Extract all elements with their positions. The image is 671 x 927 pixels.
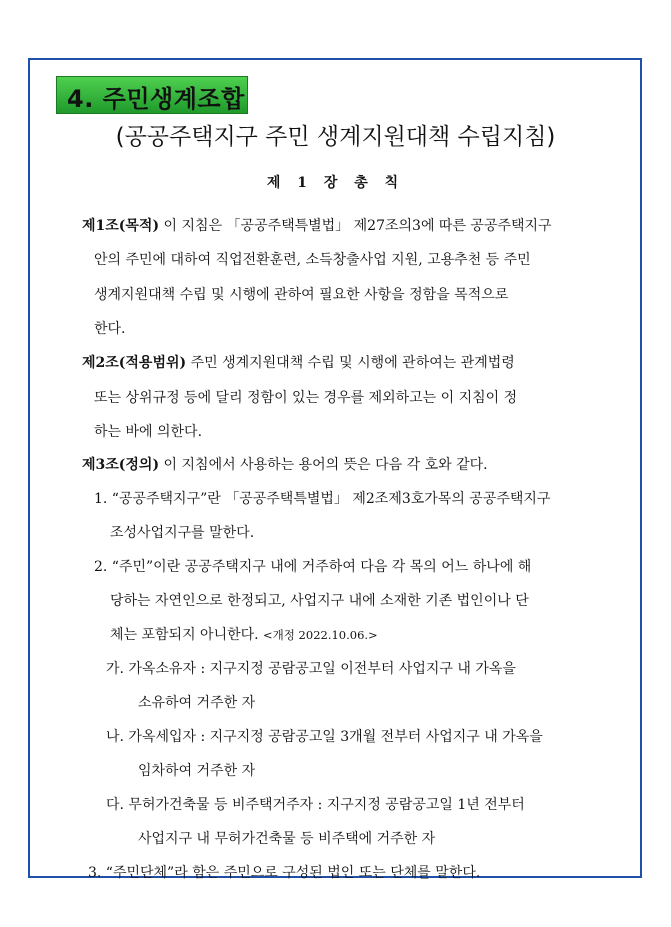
item-2-line-1: 2. “주민”이란 공공주택지구 내에 거주하여 다음 각 목의 어느 하나에 해 bbox=[94, 559, 532, 575]
item-2-text: 체는 포함되지 아니한다. bbox=[110, 627, 259, 643]
subitem-ga-line-2: 소유하여 거주한 자 bbox=[138, 695, 256, 711]
article-1-line-3: 생계지원대책 수립 및 시행에 관하여 필요한 사항을 정함을 목적으로 bbox=[94, 287, 509, 303]
article-1-line-1 bbox=[82, 216, 552, 236]
item-3-line-1: 3. “주민단체”라 함은 주민으로 구성된 법인 또는 단체를 말한다. bbox=[88, 865, 481, 881]
article-1-line-4: 한다. bbox=[94, 321, 126, 337]
subitem-na-line-2: 임차하여 거주한 자 bbox=[138, 763, 256, 779]
subitem-da-line-2: 사업지구 내 무허가건축물 등 비주택에 거주한 자 bbox=[138, 831, 436, 847]
article-2-text: 주민 생계지원대책 수립 및 시행에 관하여는 관계법령 bbox=[186, 355, 515, 371]
item-1-line-2: 조성사업지구를 말한다. bbox=[110, 525, 255, 541]
article-1-heading: 제1조(목적) bbox=[82, 218, 160, 234]
article-2-line-3: 하는 바에 의한다. bbox=[94, 424, 203, 440]
article-1-text: 이 지침은 「공공주택특별법」 제27조의3에 따른 공공주택지구 bbox=[159, 218, 552, 234]
subitem-ga-line-1: 가. 가옥소유자 : 지구지정 공람공고일 이전부터 사업지구 내 가옥을 bbox=[106, 661, 516, 677]
subitem-na-line-1: 나. 가옥세입자 : 지구지정 공람공고일 3개월 전부터 사업지구 내 가옥을 bbox=[106, 729, 543, 745]
document-subtitle: (공공주택지구 주민 생계지원대책 수립지침) bbox=[115, 124, 556, 150]
section-header-badge bbox=[56, 76, 248, 114]
article-3-heading: 제3조(정의) bbox=[82, 457, 160, 473]
article-3-line-1 bbox=[82, 455, 488, 475]
article-1-line-2: 안의 주민에 대하여 직업전환훈련, 소득창출사업 지원, 고용추천 등 주민 bbox=[94, 252, 531, 268]
article-2-heading: 제2조(적용범위) bbox=[82, 355, 187, 371]
article-3-text: 이 지침에서 사용하는 용어의 뜻은 다음 각 호와 같다. bbox=[159, 457, 488, 473]
section-title: 4. 주민생계조합 bbox=[67, 85, 245, 113]
amendment-note: <개정 2022.10.06.> bbox=[263, 628, 378, 642]
item-1-line-1: 1. “공공주택지구”란 「공공주택특별법」 제2조제3호가목의 공공주택지구 bbox=[94, 491, 551, 507]
chapter-heading: 제 1 장 총 칙 bbox=[266, 175, 405, 191]
item-2-line-3 bbox=[110, 625, 378, 645]
item-2-line-2: 당하는 자연인으로 한정되고, 사업지구 내에 소재한 기존 법인이나 단 bbox=[110, 593, 529, 609]
subitem-da-line-1: 다. 무허가건축물 등 비주택거주자 : 지구지정 공람공고일 1년 전부터 bbox=[106, 797, 525, 813]
article-2-line-2: 또는 상위규정 등에 달리 정함이 있는 경우를 제외하고는 이 지침이 정 bbox=[94, 390, 518, 406]
article-2-line-1 bbox=[82, 353, 515, 373]
